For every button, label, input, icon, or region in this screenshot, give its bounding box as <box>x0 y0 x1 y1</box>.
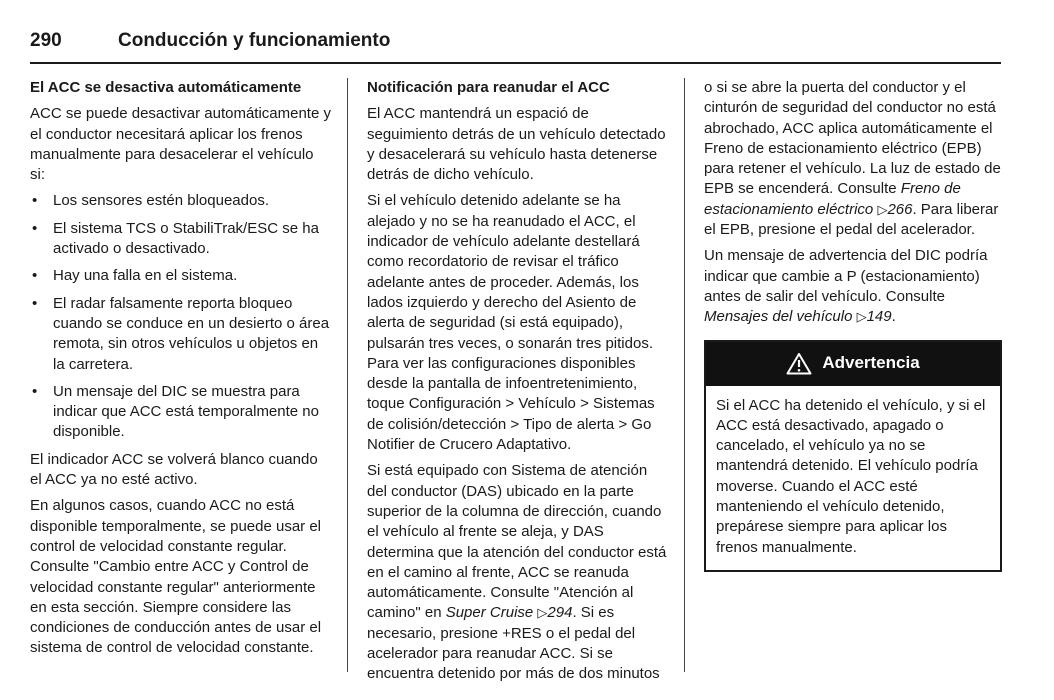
paragraph: ACC se puede desactivar automáticamente y el conductor necesitará aplicar los frenos manualmente para desacelerar el vehículo si: <box>30 105 331 184</box>
list-item: • El radar falsamente reporta bloqueo cuando se conduce en un desierto o área remota, sin otros vehículos u objetos en la carretera. <box>30 294 332 375</box>
chapter-title: Conducción y funcionamiento <box>118 30 391 51</box>
page-reference[interactable]: 149 <box>866 308 892 326</box>
page-ref-arrow-icon: ▷ <box>856 309 867 325</box>
section-heading: El ACC se desactiva automáticamente <box>30 79 302 96</box>
list-item: • Los sensores estén bloqueados. <box>30 191 332 211</box>
page-ref-arrow-icon: ▷ <box>877 201 888 217</box>
page-reference[interactable]: 294 <box>547 604 573 622</box>
header-rule <box>30 62 1001 64</box>
cross-reference-link[interactable]: Mensajes del vehículo <box>704 308 853 326</box>
paragraph: Si el vehículo detenido adelante se ha alejado y no se ha reanudado el ACC, el indicador de vehículo adelante destellará como recordatorio de revisar el tráfico adelante antes de proceder. Además, los lados izquierdo y derecho del Asiento de alerta de seguridad (si está equipado), pulsarán tres veces, o sonarán tres pitidos. Para ver las configuraciones disponibles desde la pantalla de infoentretenimiento, toque Configuración > Vehículo > Sistemas de colisión/detección > Tipo de alerta > Go Notifier de Crucero Adaptativo. <box>367 192 655 454</box>
column-2 <box>367 78 667 691</box>
cross-reference-link[interactable]: Freno de estacionamiento eléctrico <box>704 180 961 218</box>
paragraph: El ACC mantendrá un espació de seguimiento detrás de un vehículo detectado y desacelerará su vehículo hasta detenerse detrás de dicho vehículo. <box>367 105 666 184</box>
bullet-list <box>30 191 332 442</box>
page-header <box>30 30 1001 64</box>
column-1 <box>30 78 332 665</box>
page-reference[interactable]: 266 <box>887 200 913 218</box>
column-divider <box>347 78 348 672</box>
warning-box <box>704 340 1002 572</box>
column-divider <box>684 78 685 672</box>
paragraph: El indicador ACC se volverá blanco cuando el ACC ya no esté activo. <box>30 450 318 489</box>
warning-header <box>706 342 1000 386</box>
list-item: • Hay una falla en el sistema. <box>30 266 332 286</box>
cross-reference-link[interactable]: Super Cruise <box>445 604 534 622</box>
paragraph: En algunos casos, cuando ACC no está disponible temporalmente, se puede usar el control de velocidad constante regular. Consulte "Cambio entre ACC y Control de velocidad constante regular" anteriormente en esta sección. Siempre considere las condiciones de conducción antes de usar el sistema de control de velocidad constante. <box>30 497 322 657</box>
warning-title: Advertencia <box>822 353 920 373</box>
section-heading: Notificación para reanudar el ACC <box>367 79 610 96</box>
page-ref-arrow-icon: ▷ <box>537 605 548 621</box>
list-item: • El sistema TCS o StabiliTrak/ESC se ha activado o desactivado. <box>30 219 332 260</box>
paragraph: Si está equipado con Sistema de atención del conductor (DAS) ubicado en la parte superior de la columna de dirección, cuando el vehículo al frente se aleja, y DAS determina que la atención del conductor está en el camino al frente, ACC se reanuda automáticamente. Consulte "Atención al camino" en Super Cruise ▷294. Si es necesario, presione +RES o el pedal del acelerador para reanudar ACC. Si se encuentra detenido por más de dos minutos <box>367 462 667 683</box>
paragraph: o si se abre la puerta del conductor y el cinturón de seguridad del conductor no está abrochado, ACC aplica automáticamente el Freno de estacionamiento eléctrico (EPB) para retener el vehículo. La luz de estado de EPB se encenderá. Consulte Freno de estacionamiento eléctrico ▷266. Para liberar el EPB, presione el pedal del acelerador. <box>704 79 1001 239</box>
warning-text: Si el ACC ha detenido el vehículo, y si el ACC está desactivado, apagado o cancelado, el vehículo ya no se mantendrá detenido. El vehículo podría moverse. Cuando el ACC esté manteniendo el vehículo detenido, prepárese siempre para aplicar los frenos manualmente. <box>716 396 986 556</box>
page-number: 290 <box>30 30 62 51</box>
column-3 <box>704 78 1002 572</box>
paragraph: Un mensaje de advertencia del DIC podría indicar que cambie a P (estacionamiento) antes de salir del vehículo. Consulte Mensajes del vehículo ▷149. <box>704 246 1002 327</box>
warning-triangle-icon <box>786 352 812 375</box>
list-item: • Un mensaje del DIC se muestra para indicar que ACC está temporalmente no disponible. <box>30 382 332 443</box>
